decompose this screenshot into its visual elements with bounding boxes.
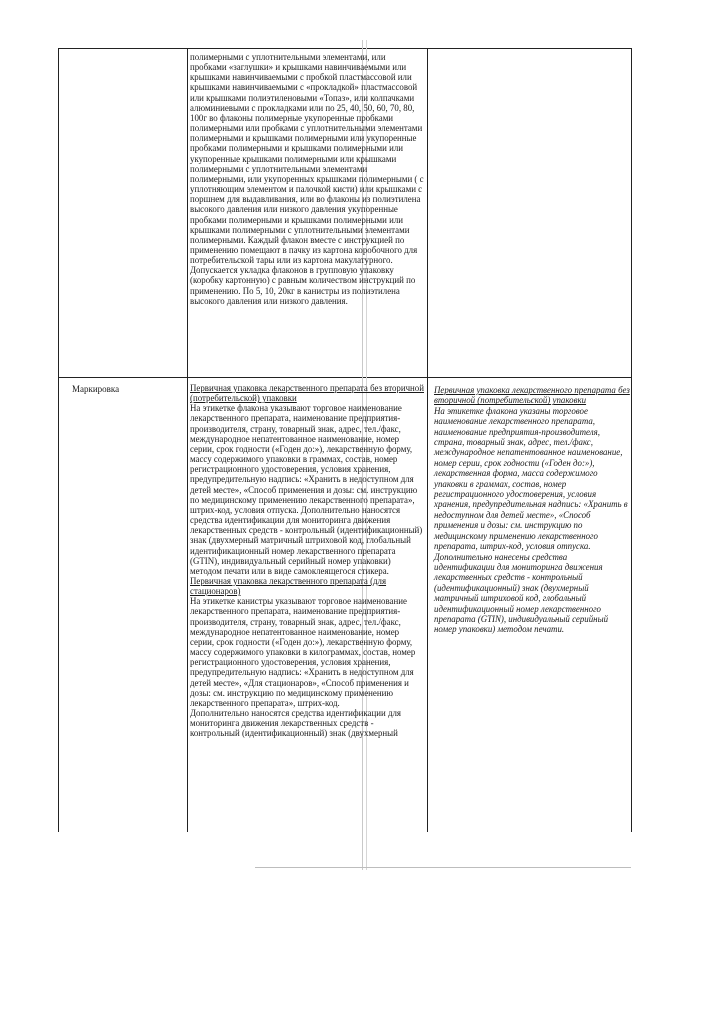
marking-heading-primary: Первичная упаковка лекарственного препарата без вторичной (потребительской) упаковки <box>190 383 424 404</box>
marking-center-cell <box>190 383 424 738</box>
marking-text-primary: На этикетке флакона указывают торговое наименование лекарственного препарата, наименование предприятия-производителя, страну, товарный знак, адрес, тел./факс, международное непатентованное наименование, номер серии, срок годности («Годен до:»), лекарственную форму, массу содержимого упаковки в граммах, состав, номер регистрационного удостоверения, условия хранения, предупредительную надпись: «Хранить в недоступном для детей месте», «Способ применения и дозы: см. инструкцию по медицинскому применению лекарственного препарата», штрих-код, условия отпуска. Дополнительно наносятся средства идентификации для мониторинга движения лекарственных средств - контрольный (идентификационный) знак (двухмерный матричный штриховой код, глобальный идентификационный номер лекарственного препарата (GTIN), индивидуальный серийный номер упаковки) методом печати или в виде самоклеящегося стикера. <box>190 403 423 576</box>
table-divider-1 <box>187 48 188 832</box>
packaging-text: полимерными с уплотнительными элементами, или пробками «заглушки» и крышками навинчиваемыми или крышками навинчиваемыми с пробкой пластмассовой или крышками навинчиваемыми с «прокладкой» пластмассовой или крышками полиэтиленовыми «Топаз», или колпачками алюминиевыми с прокладками или по 25, 40, 50, 60, 70, 80, 100г во флаконы полимерные укупоренные пробками полимерными или пробками с уплотнительными элементами полимерными и крышками полимерными или укупоренные пробками полимерными и крышками полимерными или укупоренные крышками полимерными или крышками полимерными с уплотнительными элементами полимерными, или укупоренных крышками полимерными ( с уплотняющим элементом и палочкой кисти) или крышками с поршнем для выдавливания, или во флаконы из полиэтилена высокого давления или низкого давления укупоренные пробками полимерными и крышками полимерными или крышками полимерными с уплотнительными элементами полимерными. Каждый флакон вместе с инструкцией по применению помещают в пачку из картона коробочного для потребительской тары или из картона макулатурного. Допускается укладка флаконов в групповую упаковку (коробку картонную) с равным количеством инструкций по применению. По 5, 10, 20кг в канистры из полиэтилена высокого давления или низкого давления. <box>190 52 424 306</box>
marking-text-hospital: На этикетке канистры указывают торговое наименование лекарственного препарата, наименование предприятия- производителя, страну, товарный знак, адрес, тел./факс, международное непатентованное наименование, номер серии, срок годности («Годен до:»), лекарственную форму, массу содержимого упаковки в килограммах, состав, номер регистрационного удостоверения, условия хранения, предупредительную надпись: «Хранить в недоступном для детей месте», «Для стационаров», «Способ применения и дозы: см. инструкцию по медицинскому применению лекарственного препарата», штрих-код. <box>190 596 416 708</box>
marking-right-identification: Дополнительно нанесены средства идентификации для мониторинга движения лекарственных средств - контрольный (идентификационный) знак (двухмерный матричный штриховой код, глобальный идентификационный номер лекарственного препарата (GTIN), индивидуальный серийный номер упаковки) методом печати. <box>434 551 609 635</box>
marking-right-cell <box>434 385 630 635</box>
table-border-left <box>58 48 59 832</box>
marking-right-heading: Первичная упаковка лекарственного препарата без вторичной (потребительской) упаковки <box>434 385 630 406</box>
scan-artifact-bottom <box>255 867 631 868</box>
marking-label: Маркировка <box>72 384 120 394</box>
marking-text-identification: Дополнительно наносятся средства идентификации для мониторинга движения лекарственных средств - контрольный (идентификационный) знак (двухмерный <box>190 708 401 739</box>
marking-right-text: На этикетке флакона указаны торговое наименование лекарственного препарата, наименование предприятия-производителя, страна, товарный знак, адрес, тел./факс, международное непатентованное наименование, номер серии, срок годности («Годен до:»), лекарственная форма, масса содержимого упаковки в граммах, состав, номер регистрационного удостоверения, условия хранения, предупредительная надпись: «Хранить в недоступном для детей месте», «Способ применения и дозы: см. инструкцию по медицинскому применению лекарственного препарата, штрих-код, условия отпуска. <box>434 405 628 552</box>
table-divider-2 <box>427 48 428 832</box>
marking-heading-hospital: Первичная упаковка лекарственного препарата (для стационаров) <box>190 575 387 597</box>
table-border-top <box>58 48 632 49</box>
table-border-right <box>631 48 632 832</box>
packaging-cell <box>190 52 424 306</box>
table-row-separator <box>58 377 632 378</box>
